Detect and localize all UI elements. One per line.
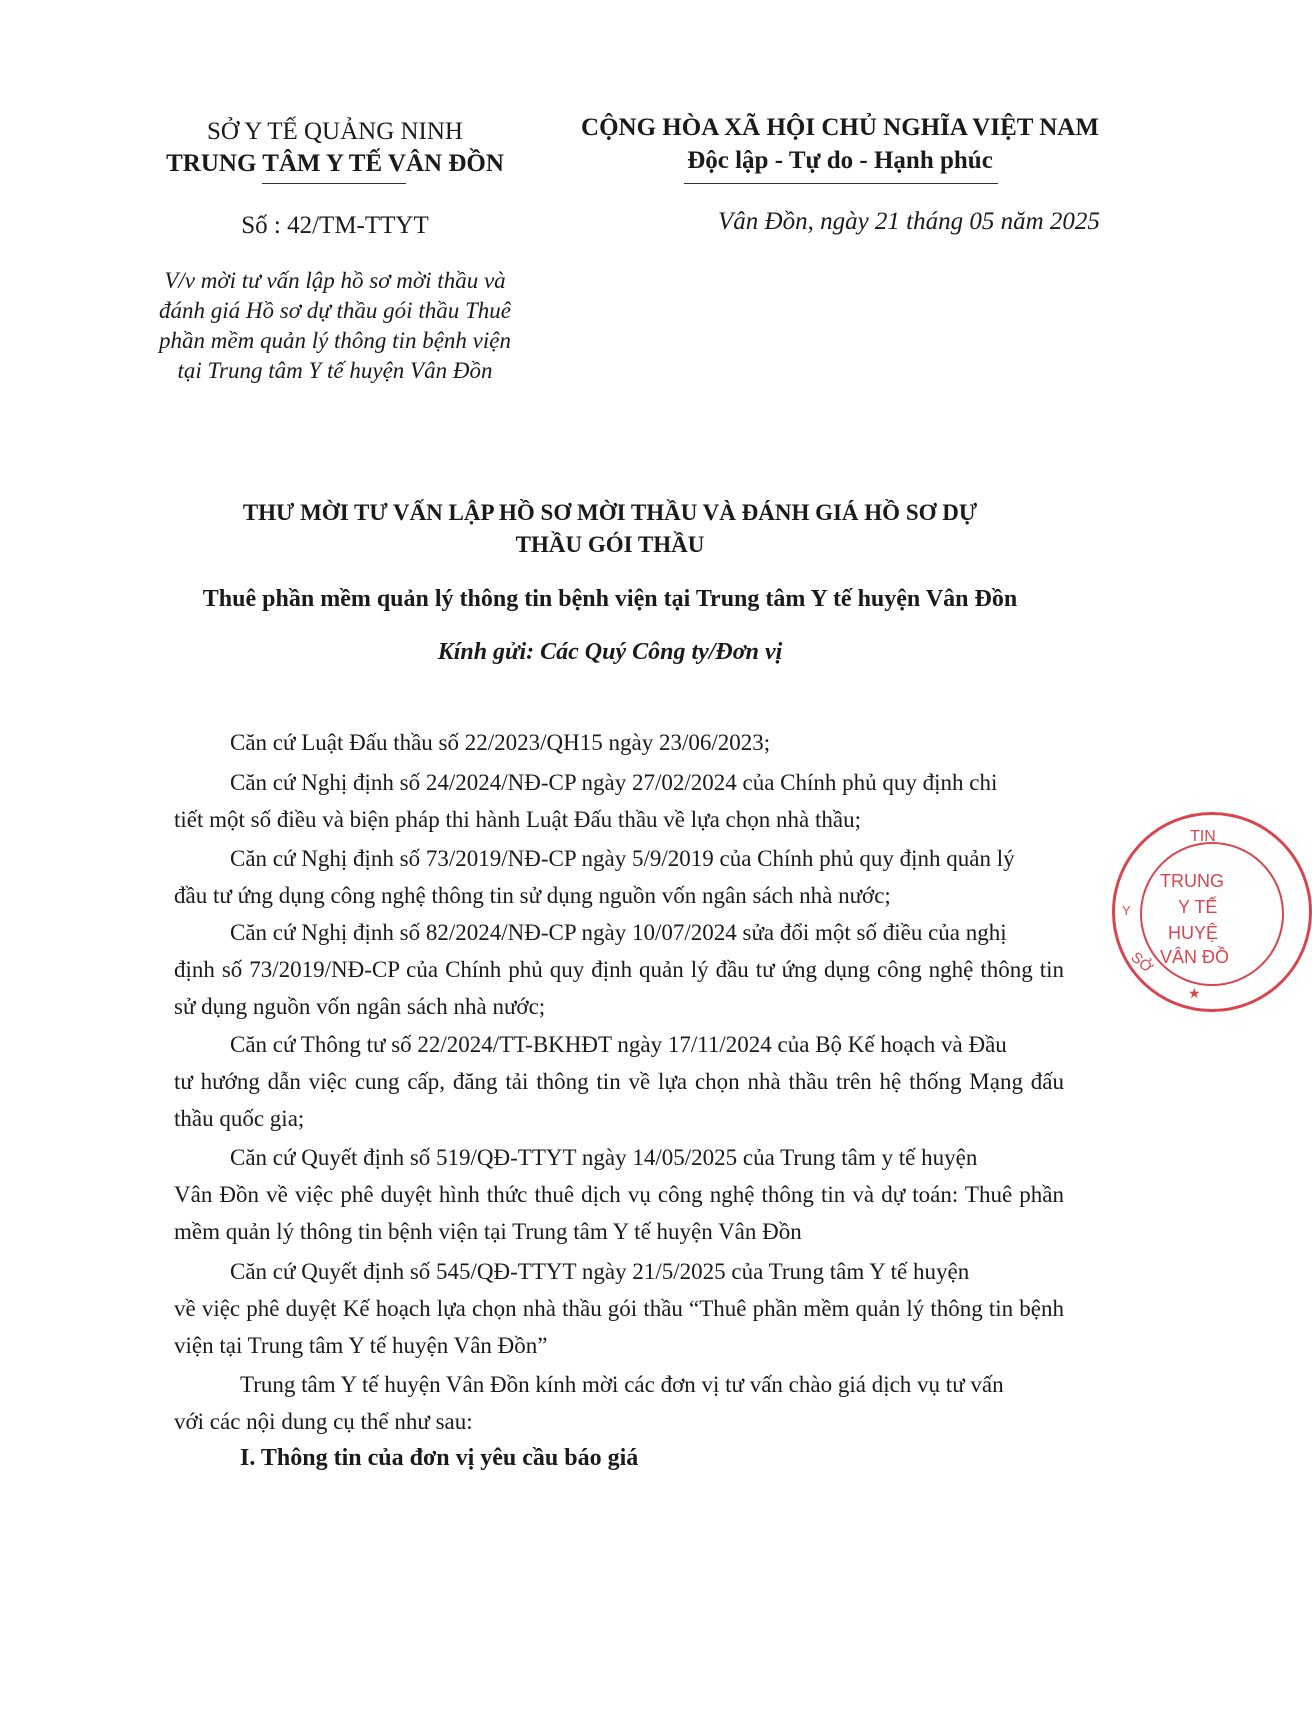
package-name: Thuê phần mềm quản lý thông tin bệnh viện tại Trung tâm Y tế huyện Vân Đồn — [202, 586, 1018, 612]
paragraph-rest: tư hướng dẫn việc cung cấp, đăng tải thông tin về lựa chọn nhà thầu trên hệ thống Mạng đấu thầu quốc gia; — [174, 1069, 1064, 1131]
paragraph — [174, 914, 1064, 1025]
paragraph-rest: đầu tư ứng dụng công nghệ thông tin sử dụng nguồn vốn ngân sách nhà nước; — [174, 883, 891, 908]
paragraph-rest: tiết một số điều và biện pháp thi hành Luật Đấu thầu về lựa chọn nhà thầu; — [174, 807, 861, 832]
paragraph-rest: Vân Đồn về việc phê duyệt hình thức thuê dịch vụ công nghệ thông tin và dự toán: Thuê phần mềm quản lý thông tin bệnh viện tại Trung tâm Y tế huyện Vân Đồn — [174, 1182, 1064, 1244]
department-name: SỞ Y TẾ QUẢNG NINH — [206, 118, 463, 145]
center-name: TRUNG TÂM Y TẾ VÂN ĐỒN — [166, 150, 504, 177]
paragraph-first-line: Căn cứ Luật Đấu thầu số 22/2023/QH15 ngày 23/06/2023; — [230, 730, 771, 755]
stamp-text: VÂN ĐỒ — [1160, 947, 1230, 967]
paragraph — [174, 764, 1064, 838]
paragraph-first-line: Căn cứ Nghị định số 24/2024/NĐ-CP ngày 27/02/2024 của Chính phủ quy định chi — [230, 770, 998, 795]
title-line: THƯ MỜI TƯ VẤN LẬP HỒ SƠ MỜI THẦU VÀ ĐÁNH GIÁ HỒ SƠ DỰ — [242, 500, 978, 525]
nation-title: CỘNG HÒA XÃ HỘI CHỦ NGHĨA VIỆT NAM — [581, 114, 1099, 141]
header-left-rule — [262, 183, 406, 184]
paragraph — [174, 1366, 1064, 1440]
paragraph — [174, 1026, 1064, 1137]
greeting: Kính gửi: Các Quý Công ty/Đơn vị — [437, 639, 783, 665]
paragraph-rest: với các nội dung cụ thể như sau: — [174, 1409, 473, 1434]
document-title — [120, 497, 1100, 561]
subject-line: phần mềm quản lý thông tin bệnh viện — [159, 328, 511, 353]
paragraph-first-line: Căn cứ Thông tư số 22/2024/TT-BKHĐT ngày 17/11/2024 của Bộ Kế hoạch và Đầu — [230, 1032, 1007, 1057]
stamp-text: TIN — [1190, 828, 1216, 845]
stamp-text: HUYỆ — [1168, 923, 1219, 943]
paragraph-first-line: Căn cứ Nghị định số 73/2019/NĐ-CP ngày 5/9/2019 của Chính phủ quy định quản lý — [230, 846, 1015, 871]
document-number: Số : 42/TM-TTYT — [241, 212, 429, 239]
stamp-text: SỞ — [1127, 948, 1156, 977]
paragraph — [174, 1253, 1064, 1364]
paragraph-rest: về việc phê duyệt Kế hoạch lựa chọn nhà thầu gói thầu “Thuê phần mềm quản lý thông tin bệnh viện tại Trung tâm Y tế huyện Vân Đồn” — [174, 1296, 1064, 1358]
section-heading: I. Thông tin của đơn vị yêu cầu báo giá — [240, 1445, 639, 1471]
nation-motto: Độc lập - Tự do - Hạnh phúc — [687, 147, 993, 174]
paragraph — [174, 840, 1064, 914]
paragraph-first-line: Căn cứ Nghị định số 82/2024/NĐ-CP ngày 10/07/2024 sửa đổi một số điều của nghị — [230, 920, 1007, 945]
document-date: Vân Đồn, ngày 21 tháng 05 năm 2025 — [718, 208, 1100, 235]
header-right-rule — [684, 183, 998, 184]
paragraph — [174, 724, 1064, 761]
paragraph-first-line: Trung tâm Y tế huyện Vân Đồn kính mời các đơn vị tư vấn chào giá dịch vụ tư vấn — [240, 1372, 1004, 1397]
paragraph-first-line: Căn cứ Quyết định số 519/QĐ-TTYT ngày 14/05/2025 của Trung tâm y tế huyện — [230, 1145, 978, 1170]
stamp-star-icon: ★ — [1188, 985, 1201, 1001]
paragraph-rest: định số 73/2019/NĐ-CP của Chính phủ quy định quản lý đầu tư ứng dụng công nghệ thông tin sử dụng nguồn vốn ngân sách nhà nước; — [174, 957, 1064, 1019]
subject-line: đánh giá Hồ sơ dự thầu gói thầu Thuê — [159, 298, 511, 323]
paragraph-first-line: Căn cứ Quyết định số 545/QĐ-TTYT ngày 21/5/2025 của Trung tâm Y tế huyện — [230, 1259, 970, 1284]
stamp-text: TRUNG — [1160, 871, 1224, 891]
stamp-text: Y TẾ — [1178, 897, 1218, 917]
stamp-text: Y — [1122, 903, 1131, 918]
title-line: THẦU GÓI THẦU — [515, 532, 705, 557]
paragraph — [174, 1139, 1064, 1250]
subject-line: tại Trung tâm Y tế huyện Vân Đồn — [177, 358, 493, 383]
subject-line: V/v mời tư vấn lập hồ sơ mời thầu và — [164, 268, 506, 293]
document-subject — [130, 266, 540, 386]
